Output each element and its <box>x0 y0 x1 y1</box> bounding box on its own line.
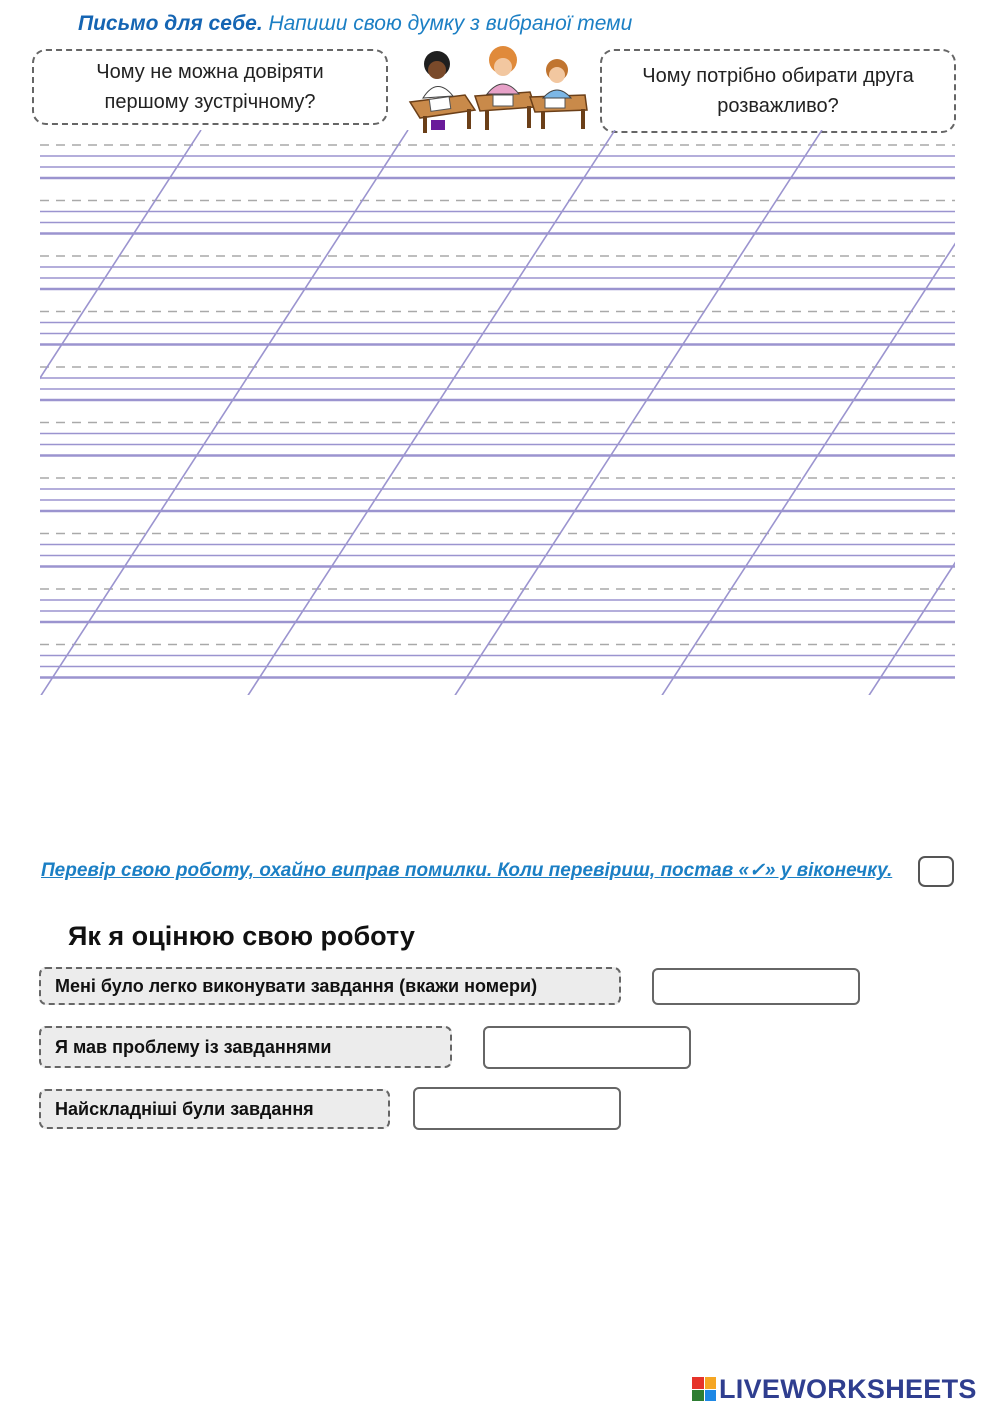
slant-guide-line <box>40 130 408 700</box>
slant-guide-line <box>40 130 201 700</box>
topic-left-bubble <box>32 49 388 125</box>
header-title-rest: Напиши свою думку з вибраної теми <box>262 12 633 35</box>
children-writing-illustration <box>405 40 590 135</box>
evaluation-label-hardest-text: Найскладніші були завдання <box>55 1098 314 1119</box>
evaluation-label-problem <box>39 1026 452 1068</box>
topic-right-bubble <box>600 49 956 133</box>
brand-name: LIVEWORKSHEETS <box>719 1373 977 1404</box>
evaluation-input-hardest[interactable] <box>413 1087 621 1130</box>
header-title-bold: Письмо для себе. <box>78 12 263 35</box>
topic-right-text: Чому потрібно обирати друга розважливо? <box>642 65 914 117</box>
slant-guide-line <box>866 130 955 700</box>
liveworksheets-logo-icon <box>692 1377 716 1401</box>
evaluation-label-hardest <box>39 1089 390 1129</box>
evaluation-label-easy-text: Мені було легко виконувати завдання (вкажи номери) <box>55 975 538 996</box>
check-checkbox[interactable] <box>918 856 954 887</box>
liveworksheets-brand <box>692 1373 977 1405</box>
slant-guide-line <box>659 130 955 700</box>
evaluation-input-problem[interactable] <box>483 1026 691 1069</box>
slant-guide-line <box>245 130 615 700</box>
check-instruction: Перевір свою роботу, охайно виправ помилки. Коли перевіриш, постав «✓» у віконечку. <box>41 860 893 881</box>
evaluation-label-easy <box>39 967 621 1005</box>
slant-guide-line <box>452 130 822 700</box>
topic-left-text: Чому не можна довіряти першому зустрічному? <box>96 61 324 113</box>
evaluation-title: Як я оцінюю свою роботу <box>68 921 415 951</box>
evaluation-input-easy[interactable] <box>652 968 860 1005</box>
evaluation-label-problem-text: Я мав проблему із завданнями <box>55 1036 332 1057</box>
page-header <box>78 12 632 36</box>
handwriting-practice-area[interactable] <box>40 130 955 700</box>
